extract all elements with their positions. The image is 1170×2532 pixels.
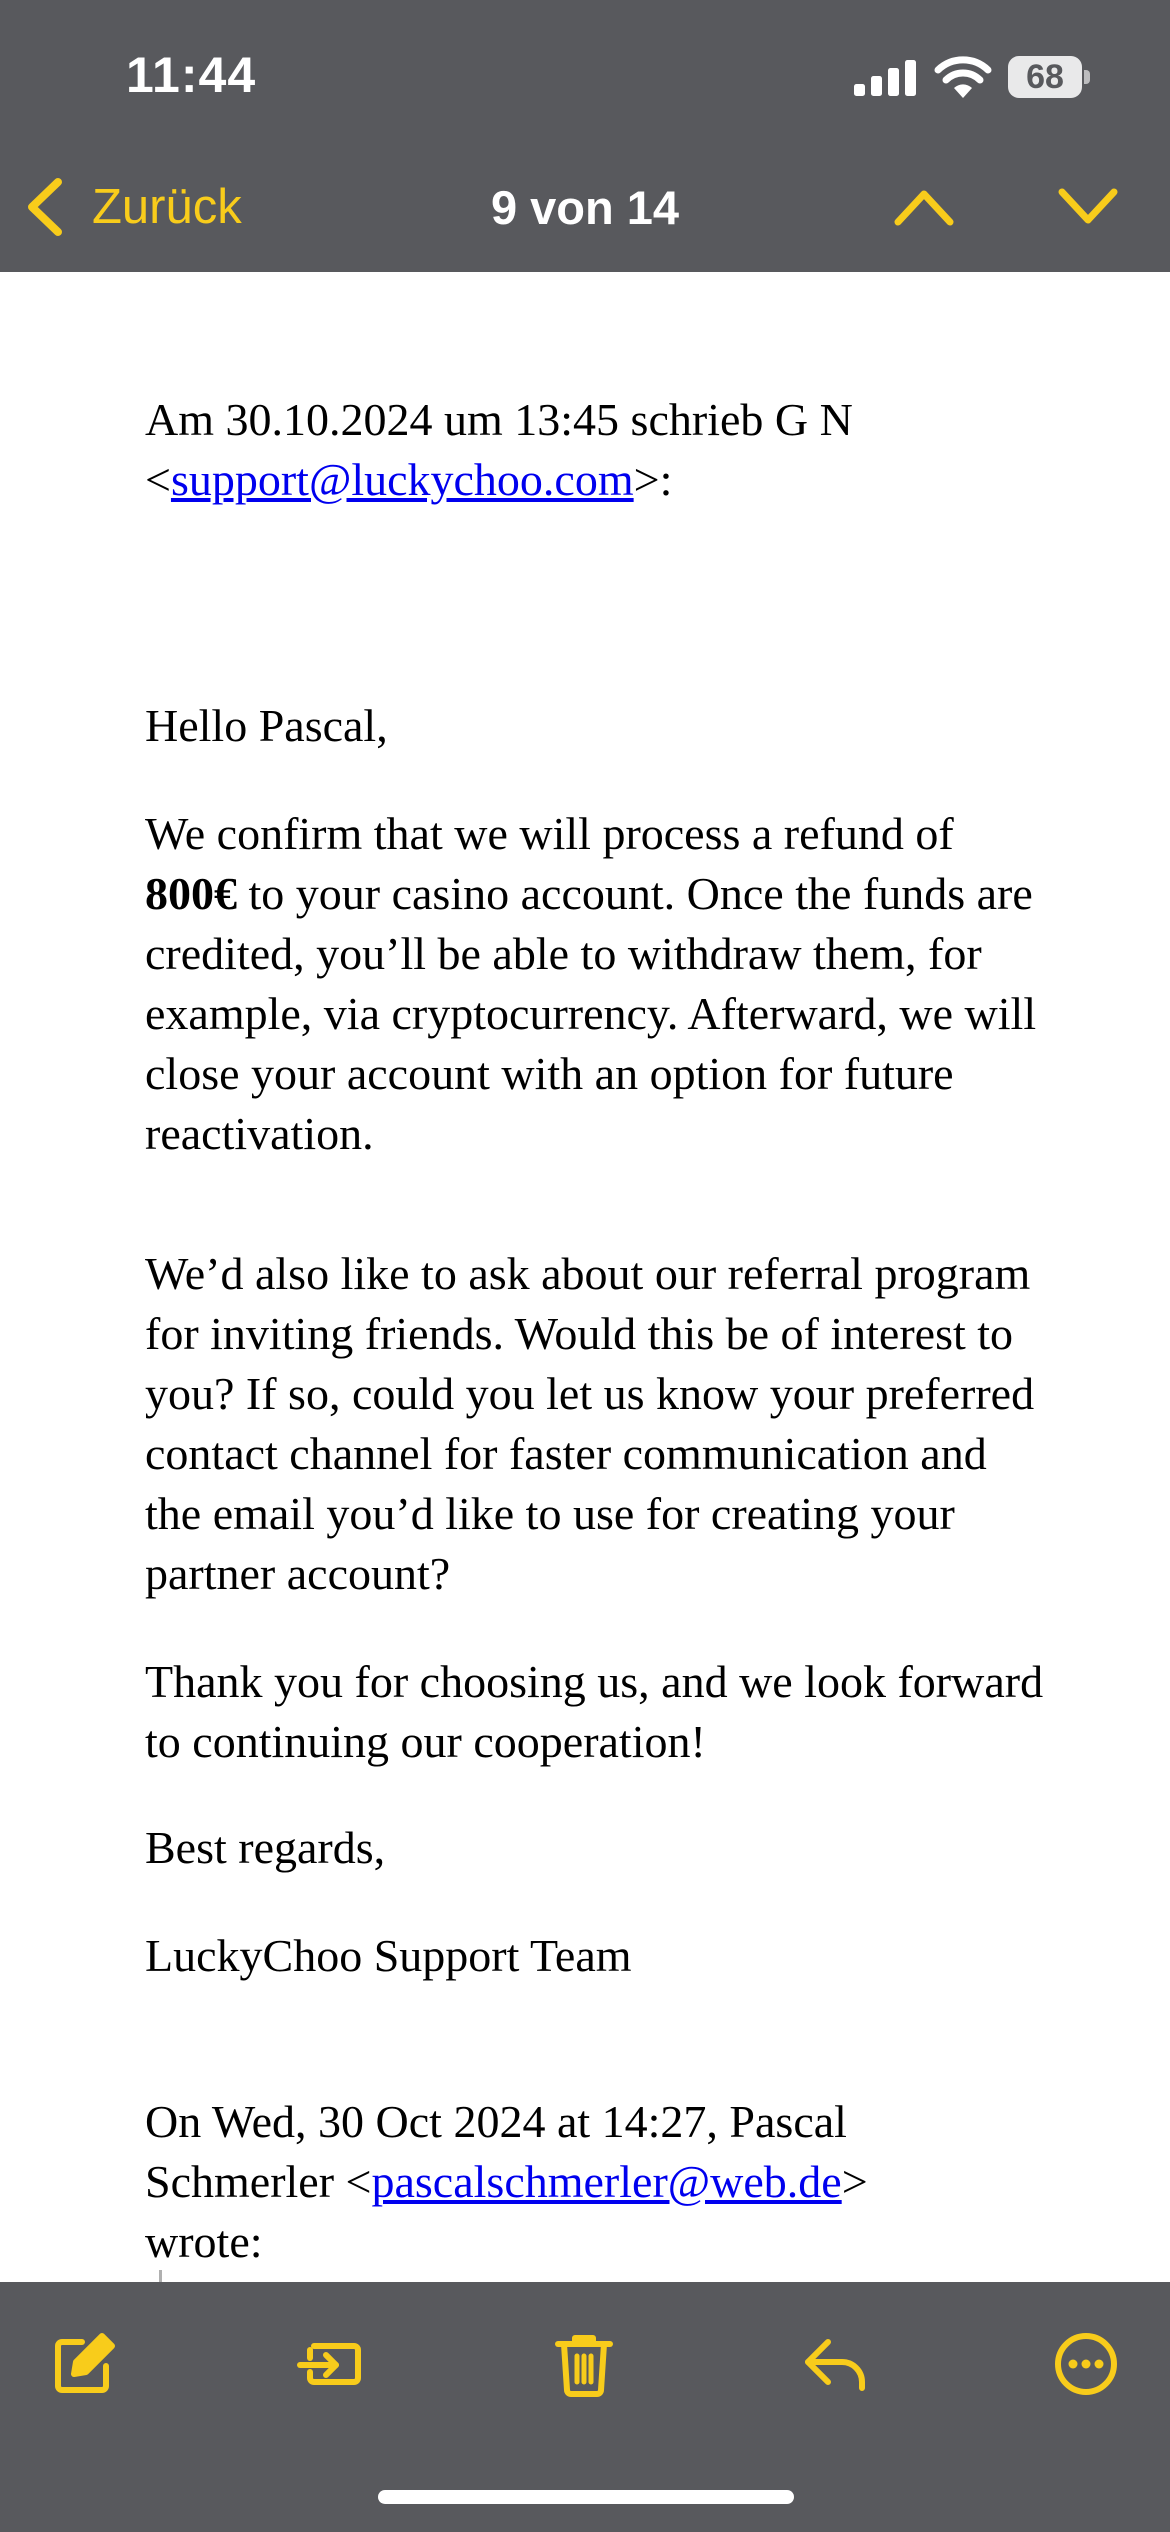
battery-tip bbox=[1084, 70, 1090, 84]
sender-email-link[interactable]: support@luckychoo.com bbox=[170, 454, 634, 505]
recipient-email-link[interactable]: pascalschmerler@web.de bbox=[371, 2156, 842, 2207]
quote-header-reply bbox=[145, 2092, 1045, 2272]
paragraph-refund-start: We confirm that we will process a refund of bbox=[145, 808, 954, 859]
refund-amount: 800€ bbox=[145, 868, 237, 919]
reply-button[interactable] bbox=[800, 2328, 872, 2400]
message-position-title: 9 von 14 bbox=[490, 181, 680, 234]
cellular-signal-icon bbox=[854, 60, 916, 96]
paragraph-referral: We’d also like to ask about our referral program for inviting friends. Would this be of interest to you? If so, could you let us know your preferred contact channel for faster communication and the email you’d like to use for creating your partner account? bbox=[145, 1248, 1035, 1599]
paragraph-thanks: Thank you for choosing us, and we look forward to continuing our cooperation! bbox=[145, 1656, 1044, 1767]
paragraph-refund bbox=[145, 804, 1045, 1164]
quote-bar bbox=[159, 2270, 162, 2282]
move-to-folder-button[interactable] bbox=[296, 2328, 368, 2400]
more-button[interactable] bbox=[1050, 2328, 1122, 2400]
compose-button[interactable] bbox=[48, 2328, 120, 2400]
compose-icon bbox=[48, 2328, 120, 2400]
top-bar bbox=[0, 0, 1170, 272]
battery-indicator bbox=[1008, 56, 1090, 98]
reply-header-text: On Wed, 30 Oct 2024 at 14:27, Pascal Schmerler bbox=[145, 2096, 847, 2207]
bottom-toolbar bbox=[0, 2282, 1170, 2532]
reply-header-open: < bbox=[345, 2156, 372, 2207]
status-time: 11:44 bbox=[126, 47, 257, 103]
quote-header-text: Am 30.10.2024 um 13:45 schrieb G N bbox=[145, 394, 853, 445]
closing: Best regards, bbox=[145, 1822, 386, 1873]
signature: LuckyChoo Support Team bbox=[145, 1930, 632, 1981]
quote-header-open: < bbox=[145, 454, 171, 505]
quote-header-original bbox=[145, 390, 1045, 510]
reply-icon bbox=[800, 2328, 872, 2400]
back-button[interactable] bbox=[22, 172, 242, 242]
chevron-up-icon[interactable] bbox=[892, 184, 956, 228]
quote-header-close: >: bbox=[633, 454, 673, 505]
email-body bbox=[145, 272, 1045, 2282]
trash-icon bbox=[548, 2328, 620, 2400]
reply-header-close: > bbox=[841, 2156, 868, 2207]
paragraph-refund-end: to your casino account. Once the funds are credited, you’ll be able to withdraw them, for example, via cryptocurrency. Afterward, we will close your account with an option for future reactivation. bbox=[145, 868, 1037, 1159]
delete-button[interactable] bbox=[548, 2328, 620, 2400]
move-to-folder-icon bbox=[296, 2328, 368, 2400]
reply-header-suffix: wrote: bbox=[145, 2216, 263, 2267]
chevron-down-icon[interactable] bbox=[1056, 184, 1120, 228]
home-indicator[interactable] bbox=[378, 2490, 794, 2504]
more-icon bbox=[1050, 2328, 1122, 2400]
chevron-left-icon bbox=[22, 176, 66, 238]
greeting: Hello Pascal, bbox=[145, 700, 388, 751]
battery-level: 68 bbox=[1026, 58, 1064, 96]
wifi-icon bbox=[934, 56, 992, 98]
back-label: Zurück bbox=[92, 180, 242, 234]
